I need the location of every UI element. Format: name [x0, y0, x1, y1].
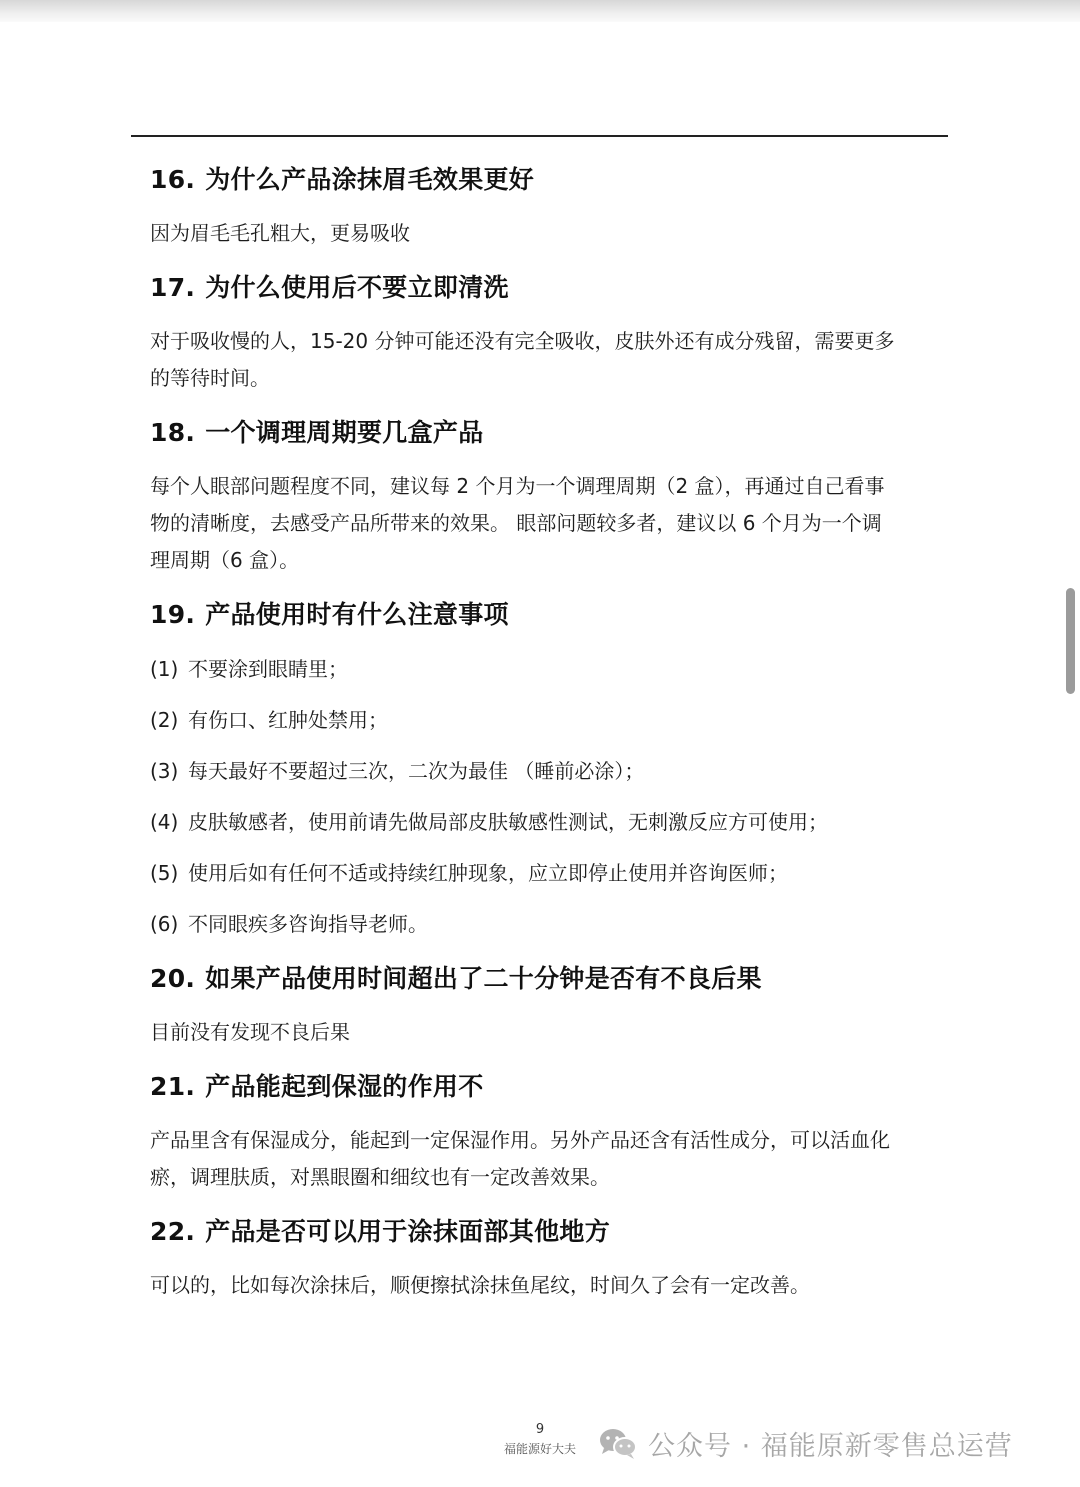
list-item: (1) 不要涂到眼睛里；	[150, 657, 348, 681]
faq-item	[150, 595, 950, 941]
wechat-icon	[598, 1427, 638, 1461]
scrollbar-thumb[interactable]	[1066, 588, 1075, 694]
list-item: (5) 使用后如有任何不适或持续红肿现象，应立即停止使用并咨询医师；	[150, 861, 788, 885]
faq-item	[150, 413, 950, 579]
header-rule	[131, 135, 948, 137]
faq-answer-line: 理周期（6 盒）。	[150, 548, 300, 572]
faq-item	[150, 268, 950, 397]
footer-company: 福能源好大夫	[503, 1442, 576, 1456]
faq-answer-line: 物的清晰度，去感受产品所带来的效果。 眼部问题较多者，建议以 6 个月为一个调	[150, 511, 882, 535]
faq-question: 19. 产品使用时有什么注意事项	[150, 600, 509, 629]
faq-question: 21. 产品能起到保湿的作用不	[150, 1072, 484, 1101]
viewer-top-edge	[0, 0, 1080, 22]
faq-answer-line: 对于吸收慢的人，15-20 分钟可能还没有完全吸收，皮肤外还有成分残留，需要更多	[150, 329, 895, 353]
faq-question: 18. 一个调理周期要几盒产品	[150, 418, 484, 447]
faq-answer: 可以的，比如每次涂抹后，顺便擦拭涂抹鱼尾纹，时间久了会有一定改善。	[150, 1273, 810, 1297]
faq-answer: 目前没有发现不良后果	[150, 1020, 350, 1044]
faq-answer-line: 每个人眼部问题程度不同，建议每 2 个月为一个调理周期（2 盒），再通过自己看事	[150, 474, 885, 498]
faq-answer-line: 瘀，调理肤质，对黑眼圈和细纹也有一定改善效果。	[150, 1165, 610, 1189]
faq-item	[150, 160, 950, 252]
faq-answer-line: 的等待时间。	[150, 366, 270, 390]
faq-content	[150, 160, 950, 1304]
faq-answer-line: 产品里含有保湿成分，能起到一定保湿作用。另外产品还含有活性成分，可以活血化	[150, 1128, 890, 1152]
list-item: (4) 皮肤敏感者，使用前请先做局部皮肤敏感性测试，无刺激反应方可使用；	[150, 810, 828, 834]
page-footer	[480, 1420, 600, 1458]
watermark	[598, 1424, 1013, 1463]
faq-question: 22. 产品是否可以用于涂抹面部其他地方	[150, 1217, 610, 1246]
faq-question: 17. 为什么使用后不要立即清洗	[150, 273, 509, 302]
faq-item	[150, 1067, 950, 1196]
faq-question: 16. 为什么产品涂抹眉毛效果更好	[150, 165, 535, 194]
list-item: (3) 每天最好不要超过三次，二次为最佳 （睡前必涂）；	[150, 759, 645, 783]
faq-item	[150, 959, 950, 1051]
faq-item	[150, 1212, 950, 1304]
faq-question: 20. 如果产品使用时间超出了二十分钟是否有不良后果	[150, 964, 762, 993]
list-item: (2) 有伤口、红肿处禁用；	[150, 708, 388, 732]
page-number: 9	[535, 1422, 545, 1437]
list-item: (6) 不同眼疾多咨询指导老师。	[150, 912, 428, 936]
faq-answer: 因为眉毛毛孔粗大，更易吸收	[150, 221, 410, 245]
watermark-text: 公众号 · 福能原新零售总运营	[648, 1431, 1013, 1462]
